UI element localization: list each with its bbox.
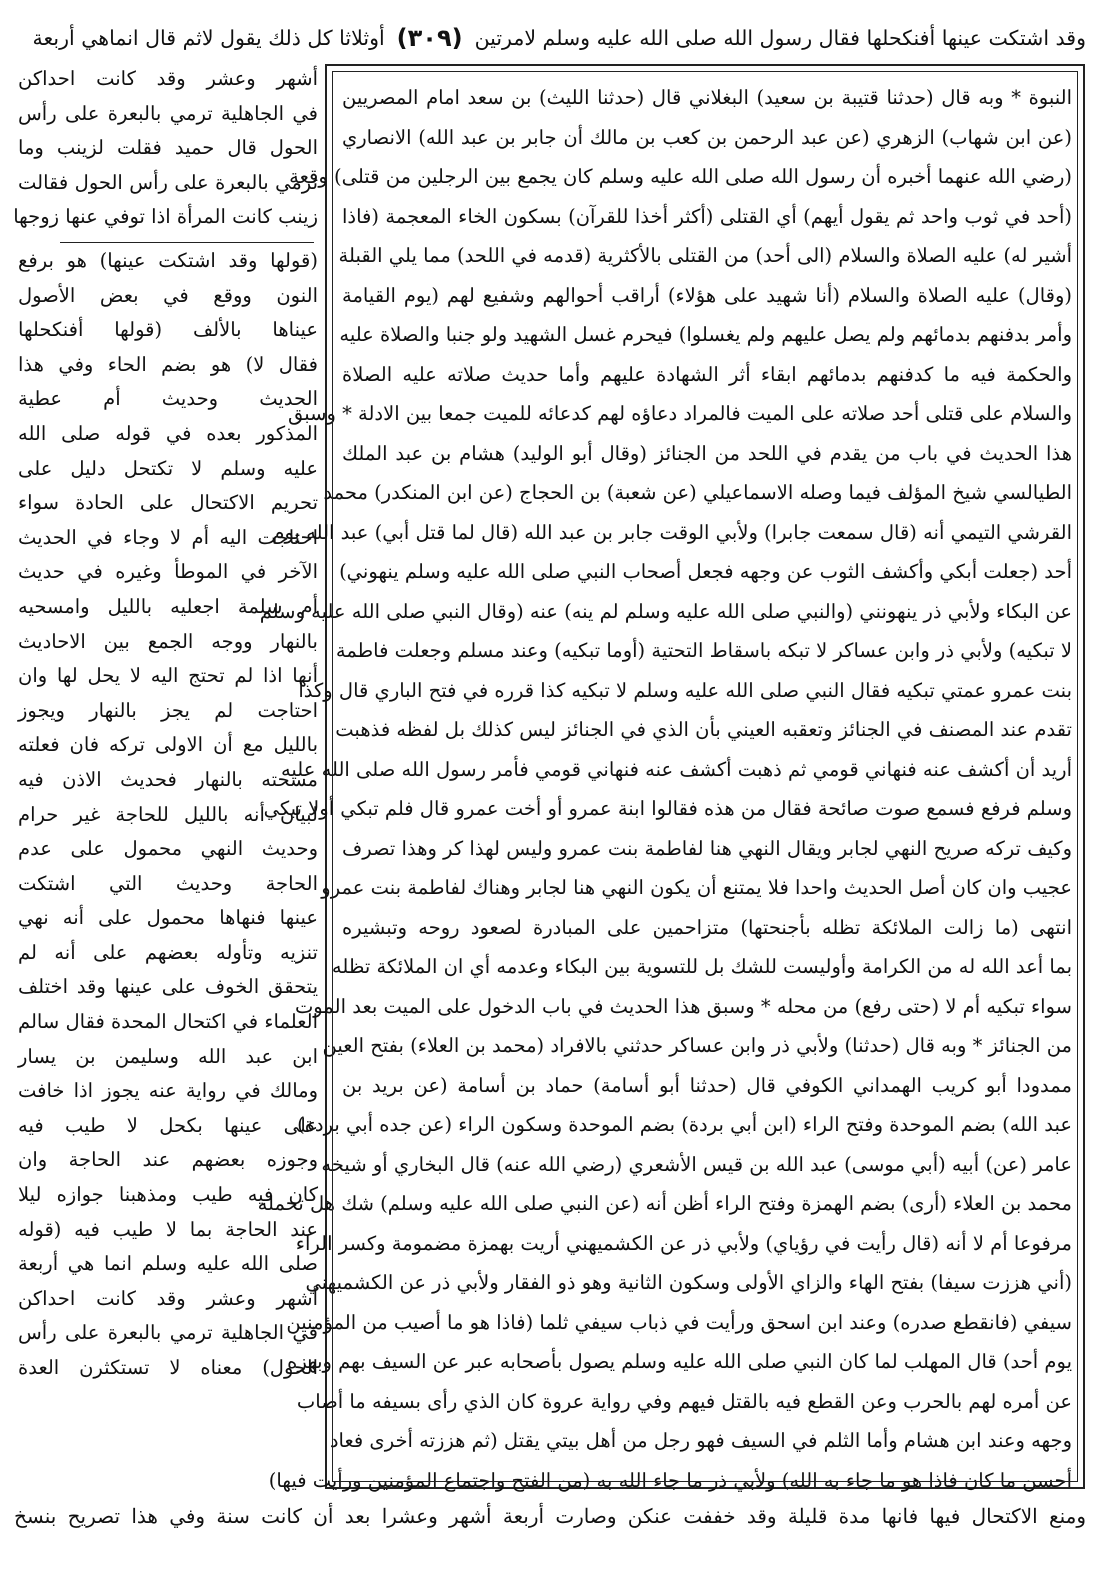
margin-line: يتحقق الخوف على عينها وقد اختلف bbox=[18, 975, 318, 999]
margin-line: في الجاهلية ترمي بالبعرة على رأس bbox=[18, 1321, 318, 1345]
header-text-right: وقد اشتكت عينها أفنكحلها فقال رسول الله صلى الله عليه وسلم لامرتين bbox=[474, 26, 1086, 50]
main-text-line: سيفي (فانقطع صدره) وعند ابن اسحق ورأيت في ذباب سيفي ثلما (فاذا هو ما أصيب من المؤمنين bbox=[286, 1310, 1072, 1334]
margin-line: وحديث النهي محمول على عدم bbox=[18, 837, 318, 861]
main-text-line: وجهه وعند ابن هشام وأما الثلم في السيف فهو رجل من أهل بيتي يقتل (ثم هززته أخرى فعاد bbox=[329, 1429, 1072, 1452]
margin-commentary bbox=[18, 244, 318, 1386]
main-text-line: (عن ابن شهاب) الزهري (عن عبد الرحمن بن كعب بن مالك أن جابر بن عبد الله) الانصاري bbox=[342, 125, 1072, 149]
margin-line: عند الحاجة بما لا طيب فيه (قوله bbox=[18, 1217, 318, 1241]
margin-line: العلماء في اكتحال المحدة فقال سالم bbox=[18, 1010, 318, 1034]
main-text-line: من الجنائز * وبه قال (حدثنا) ولأبي ذر وابن عساكر حدثني بالافراد (محمد بن العلاء) بفتح العين bbox=[322, 1034, 1072, 1057]
main-text-line: سواء تبكيه أم لا (حتى رفع) من محله * وسبق هذا الحديث في باب الدخول على الميت بعد الموت bbox=[294, 994, 1072, 1018]
margin-line: أنها اذا لم تحتج اليه لا يحل لها وان bbox=[18, 664, 318, 688]
main-text-line: عبد الله) بضم الموحدة وفتح الراء (ابن أبي بردة) بضم الموحدة وسكون الراء (عن جده أبي بردة) bbox=[297, 1113, 1072, 1136]
main-text-line: بنت عمرو عمتي تبكيه فقال النبي صلى الله عليه وسلم لا تبكيه كذا قرره في فتح الباري قال وكذا bbox=[298, 678, 1072, 702]
main-text-line: الطيالسي شيخ المؤلف فيما وصله الاسماعيلي (عن شعبة) بن الحجاج (عن ابن المنكدر) محمد bbox=[323, 481, 1072, 504]
main-text-line: تقدم عند المصنف في الجنائز وتعقبه العيني بأن الذي في الجنائز ليس كذلك بل لفظه فذهبت bbox=[335, 718, 1072, 741]
margin-line: عينها فنهاها محمول على أنه نهي bbox=[18, 906, 318, 930]
header-text-left: أوثلاثا كل ذلك يقول لاثم قال انماهي أربعة bbox=[32, 26, 385, 50]
main-text-line: عامر (عن) أبيه (أبي موسى) عبد الله بن قيس الأشعري (رضي الله عنه) قال البخاري أو شيخه bbox=[321, 1152, 1072, 1176]
margin-line: مسحته بالنهار فحديث الاذن فيه bbox=[18, 767, 318, 791]
margin-line: في الجاهلية ترمي بالبعرة على رأس bbox=[18, 101, 318, 125]
margin-line: زينب كانت المرأة اذا توفي عنها زوجها bbox=[13, 205, 318, 229]
margin-line: أم سلمة اجعليه بالليل وامسحيه bbox=[18, 594, 318, 618]
margin-line: ابن عبد الله وسليمن بن يسار bbox=[18, 1044, 318, 1068]
main-text-line: عجيب وان كان أصل الحديث واحدا فلا يمتنع أن يكون النهي هنا لجابر وهناك لفاطمة بنت عمرو bbox=[321, 876, 1072, 899]
main-text-line: (أني هززت سيفا) بفتح الهاء والزاي الأولى وسكون الثانية وهو ذو الفقار ولأبي ذر عن الكشميهني bbox=[305, 1271, 1072, 1294]
margin-line: الآخر في الموطأ وغيره في حديث bbox=[18, 560, 318, 584]
main-text-line: القرشي التيمي أنه (قال سمعت جابرا) ولأبي الوقت جابر بن عبد الله (قال لما قتل أبي) عبد الله يوم bbox=[272, 520, 1072, 544]
main-text-frame bbox=[257, 64, 1085, 1492]
main-text-line: انتهى (ما زالت الملائكة تظله بأجنحتها) متزاحمين على المبادرة لصعود روحه وتبشيره bbox=[342, 915, 1072, 939]
page-number: (٣٠٩) bbox=[396, 24, 463, 52]
main-text-line: هذا الحديث في باب من يقدم في اللحد من الجنائز (وقال أبو الوليد) هشام بن عبد الملك bbox=[342, 441, 1072, 465]
margin-line: بالليل مع أن الاولى تركه فان فعلته bbox=[18, 733, 318, 757]
margin-line: بالنهار ووجه الجمع بين الاحاديث bbox=[18, 629, 318, 653]
main-text-line: أحسن ما كان فاذا هو ما جاء به الله) ولأبي ذر ما جاء الله به (من الفتح واجتماع المؤمنين ورأيت فيها) bbox=[268, 1468, 1072, 1492]
main-text-line: عن أمره لهم بالحرب وعن القطع فيه بالقتل فيهم وفي رواية عروة كان الذي رأى بسيفه ما أصاب bbox=[296, 1389, 1072, 1413]
margin-line: الحديث وحديث أم عطية bbox=[18, 387, 318, 411]
margin-line: المذكور بعده في قوله صلى الله bbox=[18, 421, 318, 445]
page-header bbox=[14, 18, 1086, 58]
main-text-line: لا تبكيه) ولأبي ذر وابن عساكر لا تبكه باسقاط التحتية (أوما تبكيه) وعند مسلم وجعلت فاطمة bbox=[335, 639, 1072, 662]
margin-divider bbox=[60, 242, 314, 243]
margin-line: عيناها بالألف (قولها أفنكحلها bbox=[18, 318, 318, 342]
margin-line: الحول قال حميد فقلت لزينب وما bbox=[18, 136, 318, 160]
main-text-line: يوم أحد) قال المهلب لما كان النبي صلى الله عليه وسلم يصول بأصحابه عبر عن السيف بهم وبهزه bbox=[287, 1350, 1072, 1373]
main-text-line: ممدودا أبو كريب الهمداني الكوفي قال (حدثنا أبو أسامة) حماد بن أسامة (عن بريد بن bbox=[342, 1073, 1072, 1097]
main-text-line: والحكمة فيه ما كدفنهم بدمائهم ابقاء أثر الشهادة عليهم وأما حديث صلاته عليه الصلاة bbox=[342, 362, 1072, 386]
main-text-line: أريد أن أكشف عنه فنهاني قومي ثم ذهبت أكشف عنه فنهاني قومي فأمر رسول الله صلى الله عليه bbox=[280, 757, 1072, 781]
margin-line: تنزيه وتأوله بعضهم على أنه لم bbox=[18, 940, 318, 964]
main-text-line: وسلم فرفع فسمع صوت صائحة فقال من هذه فقالوا ابنة عمرو أو أخت عمرو قال فلم تبكي أولا تبكي bbox=[263, 797, 1072, 820]
margin-line: النون ووقع في بعض الأصول bbox=[18, 283, 318, 307]
main-text-line: محمد بن العلاء (أرى) بضم الهمزة وفتح الراء أظن أنه (عن النبي صلى الله عليه وسلم) شك هل تحمله bbox=[257, 1192, 1072, 1215]
main-text-line: أشير له) عليه الصلاة والسلام (الى أحد) من القتلى بالأكثرية (قدمه في اللحد) مما يلي القبلة bbox=[338, 244, 1072, 267]
margin-line: كان فيه طيب ومذهبنا جوازه ليلا bbox=[18, 1183, 318, 1207]
margin-line: (قولها وقد اشتكت عينها) هو برفع bbox=[18, 249, 318, 272]
margin-line: الحول) معناه لا تستكثرن العدة bbox=[18, 1356, 318, 1379]
main-text-line: عن البكاء ولأبي ذر ينهونني (والنبي صلى الله عليه وسلم لم ينه) عنه (وقال النبي صلى الله عليه وسلم bbox=[259, 599, 1072, 623]
main-text-line: النبوة * وبه قال (حدثنا قتيبة بن سعيد) البغلاني قال (حدثنا الليث) بن سعد امام المصريين bbox=[342, 86, 1072, 109]
main-text-line: (رضي الله عنهما أخبره أن رسول الله صلى الله عليه وسلم كان يجمع بين الرجلين من قتلى) وقعة bbox=[289, 165, 1072, 188]
margin-line: وجوزه بعضهم عند الحاجة وان bbox=[18, 1148, 318, 1172]
margin-line: لبيان أنه بالليل للحاجة غير حرام bbox=[18, 802, 318, 826]
margin-line: صلى الله عليه وسلم انما هي أربعة bbox=[18, 1252, 318, 1276]
main-text-line: أحد (جعلت أبكي وأكشف الثوب عن وجهه فجعل أصحاب النبي صلى الله عليه وسلم ينهوني) bbox=[339, 560, 1072, 583]
margin-line: أشهر وعشر وقد كانت احداكن bbox=[18, 67, 318, 90]
main-text-line: (أحد في ثوب واحد ثم يقول أيهم) أي القتلى (أكثر أخذا للقرآن) بسكون الخاء المعجمة (فاذا bbox=[342, 204, 1072, 228]
main-text-line: والسلام على قتلى أحد صلاته على الميت فالمراد دعاؤه لهم كدعائه للميت جمعا بين الادلة * وسبق bbox=[287, 402, 1072, 425]
margin-line: الحاجة وحديث التي اشتكت bbox=[18, 871, 318, 895]
main-text-line: مرفوعا أم لا أنه (قال رأيت في رؤياي) ولأبي ذر عن الكشميهني أريت بهمزة مضمومة وكسر الراء bbox=[295, 1231, 1072, 1255]
main-text-line: بما أعد الله له من الكرامة وأوليست للشك بل للتسوية بين البكاء وعدمه أي ان الملائكة تظله bbox=[331, 955, 1072, 978]
main-text-line: وأمر بدفنهم بدمائهم ولم يصل عليهم ولم يغسلوا) فيحرم غسل الشهيد ولو جنبا والصلاة عليه bbox=[339, 323, 1072, 346]
page-footer-line: ومنع الاكتحال فيها فانها مدة قليلة وقد خففت عنكن وصارت أربعة أشهر وعشرا بعد أن كانت سنة وفي هذا تصريح بنسخ bbox=[14, 1504, 1086, 1528]
margin-commentary-top bbox=[13, 62, 318, 235]
margin-line: ومالك في رواية عنه يجوز اذا خافت bbox=[18, 1079, 318, 1103]
main-text-line: وكيف تركه صريح النهي لجابر ويقال النهي هنا لفاطمة بنت عمرو وليس لهذا كر وهذا تصرف bbox=[342, 836, 1072, 860]
margin-line: على عينها بكحل لا طيب فيه bbox=[18, 1113, 318, 1137]
margin-line: فقال لا) هو بضم الحاء وفي هذا bbox=[18, 352, 318, 376]
main-text-body bbox=[257, 78, 1072, 1500]
margin-line: عليه وسلم لا تكتحل دليل على bbox=[18, 456, 318, 480]
margin-line: أشهر وعشر وقد كانت احداكن bbox=[18, 1286, 318, 1310]
margin-line: احتاجت لم يجز بالنهار ويجوز bbox=[18, 698, 318, 722]
margin-line: احتاجت اليه أم لا وجاء في الحديث bbox=[18, 525, 318, 549]
main-text-line: (وقال) عليه الصلاة والسلام (أنا شهيد على هؤلاء) أراقب أحوالهم وشفيع لهم (يوم القيامة bbox=[342, 283, 1072, 307]
margin-line: تحريم الاكتحال على الحادة سواء bbox=[18, 491, 318, 515]
margin-line: ترمي بالبعرة على رأس الحول فقالت bbox=[18, 170, 318, 194]
